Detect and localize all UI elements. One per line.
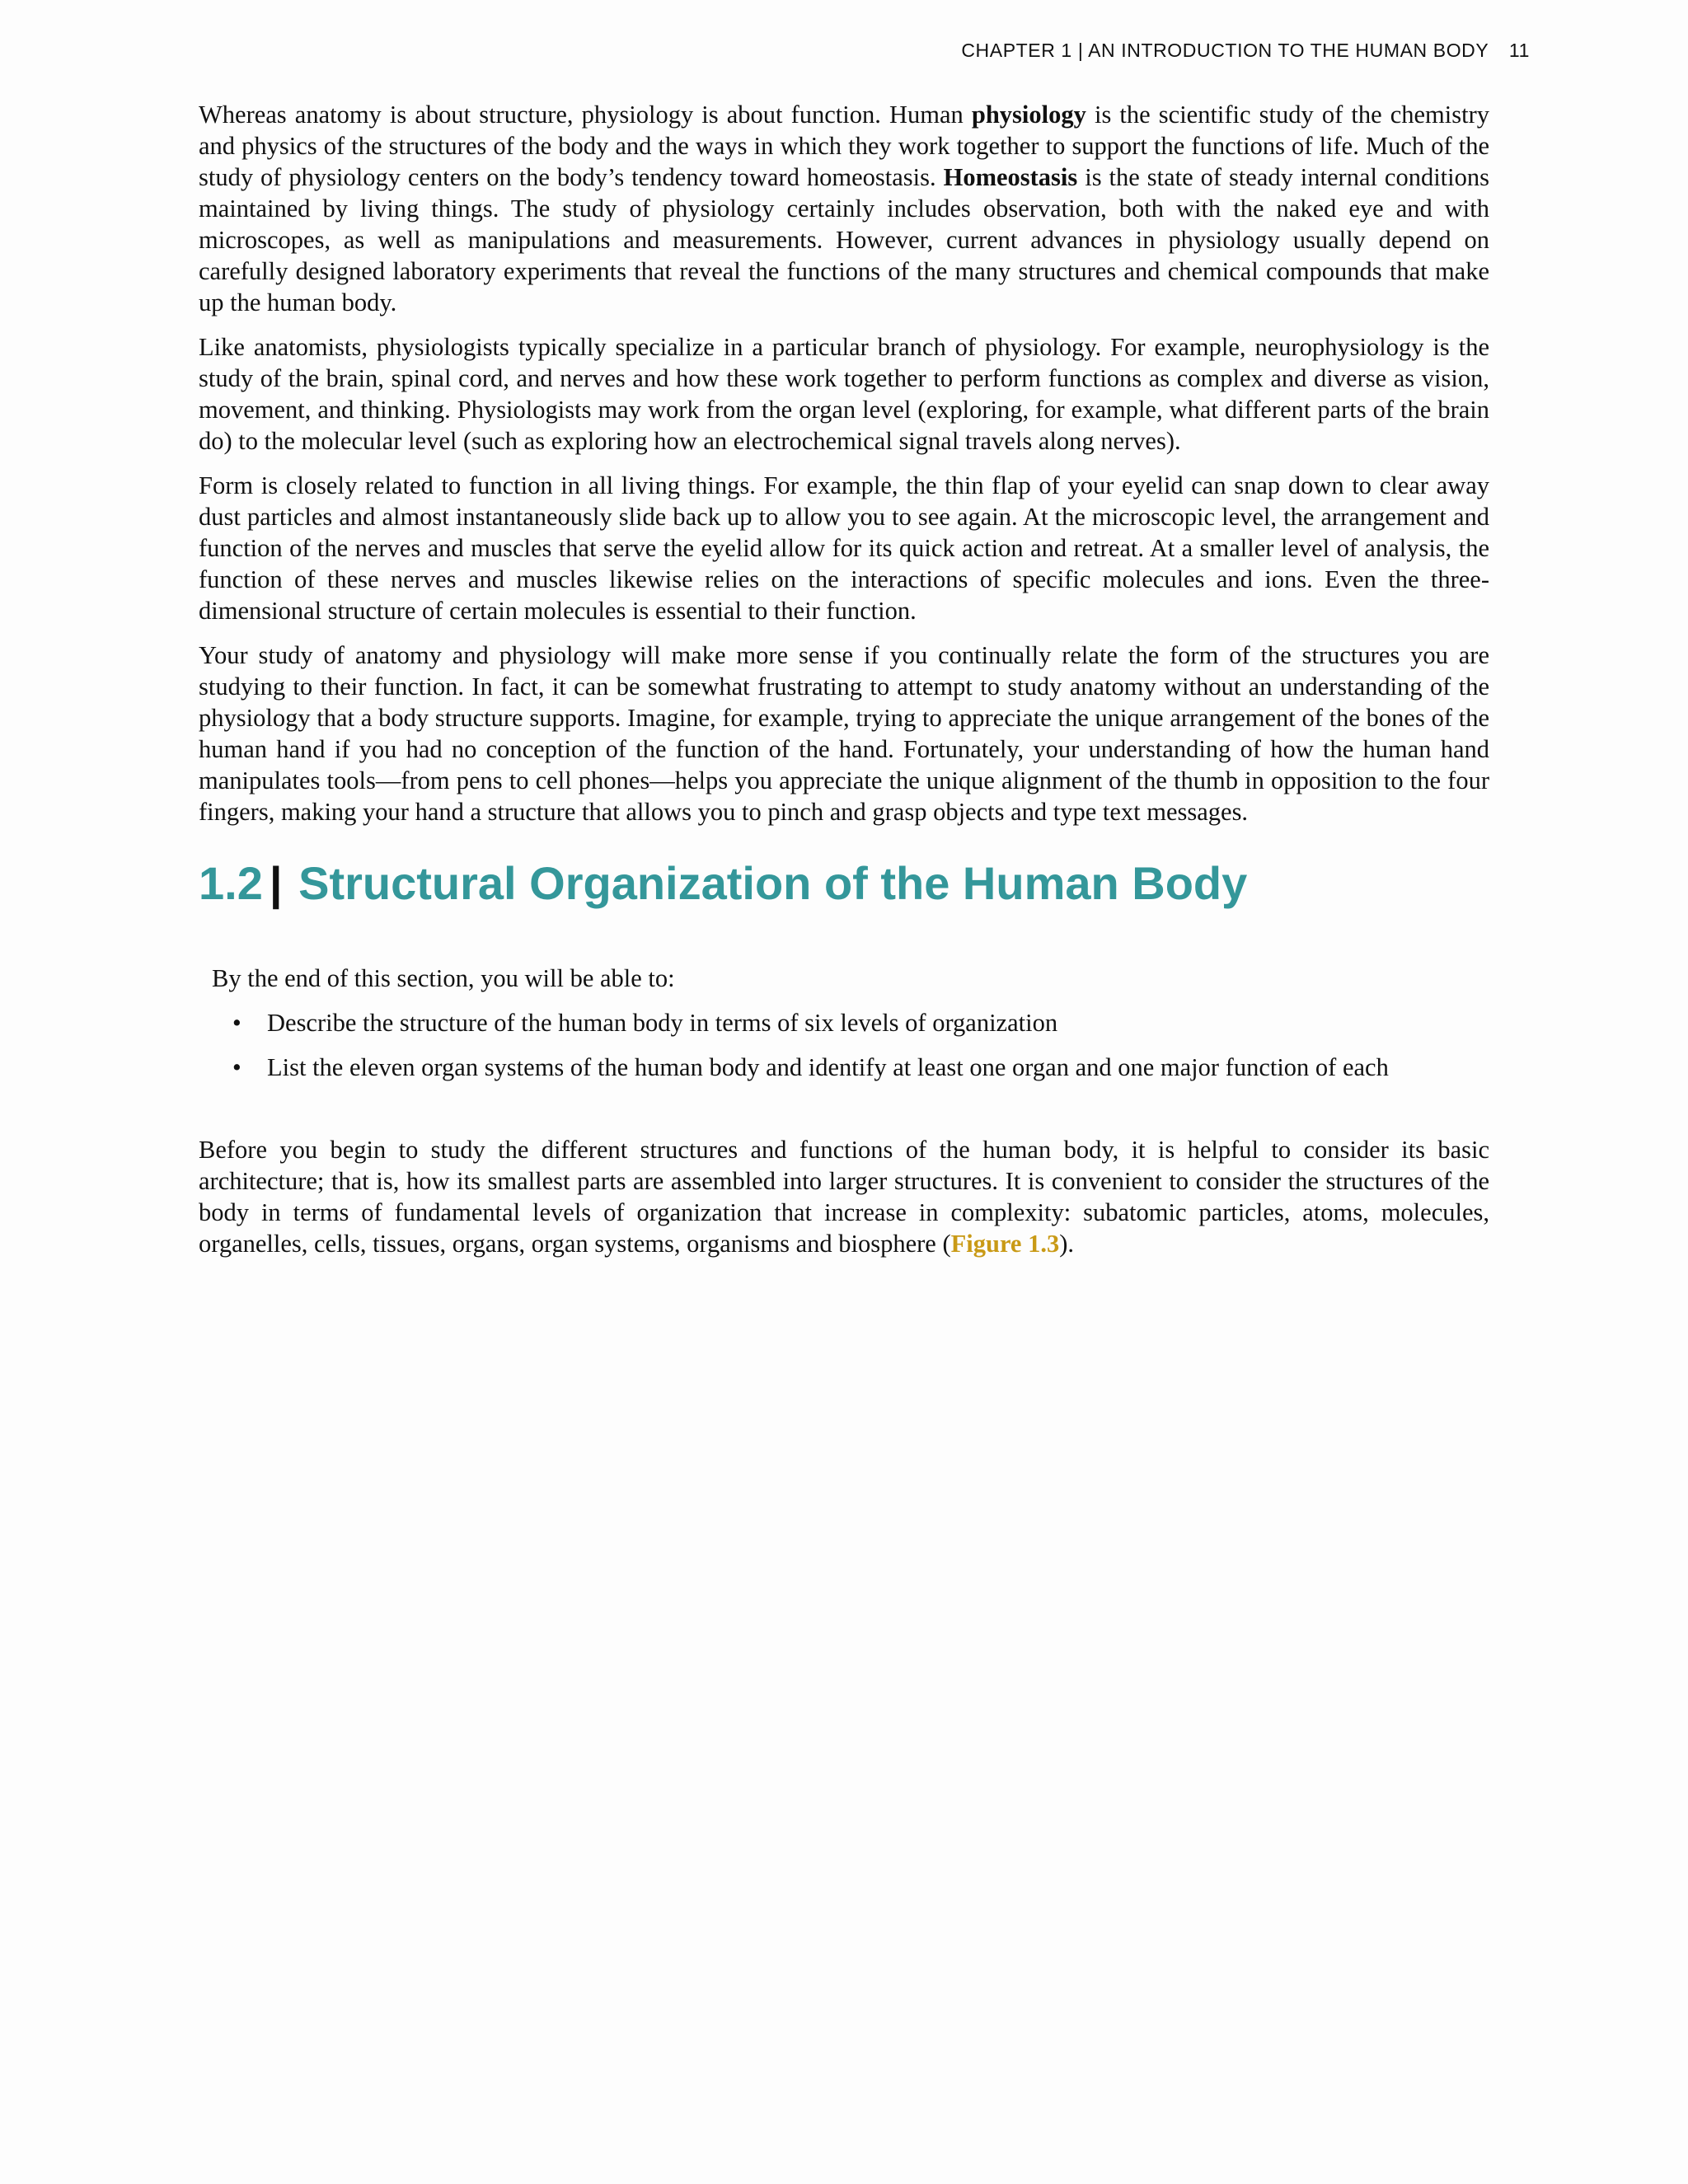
bullet-icon: • [232,1009,241,1037]
text-run: ). [1059,1230,1075,1258]
objective-text: List the eleven organ systems of the human body and identify at least one organ and one major function of each [267,1053,1389,1081]
paragraph-physiologists: Like anatomists, physiologists typically specialize in a particular branch of physiology. For example, neurophysiology is the study of the brain, spinal cord, and nerves and how these work together to perform functions as complex and diverse as vision, movement, and thinking. Physiologists may work from the organ level (exploring, for example, what different parts of the brain do) to the molecular level (such as exploring how an electrochemical signal travels along nerves). [199,333,1489,455]
bullet-icon: • [232,1053,241,1081]
text-run: Whereas anatomy is about structure, physiology is about function. Human [199,101,972,129]
objective-item [212,1052,1489,1083]
chapter-title: CHAPTER 1 | AN INTRODUCTION TO THE HUMAN BODY [961,40,1489,61]
objectives-list [212,1007,1489,1083]
paragraph-form-function: Form is closely related to function in all living things. For example, the thin flap of your eyelid can snap down to clear away dust particles and almost instantaneously slide back up to allow you to see again. At the microscopic level, the arrangement and function of the nerves and muscles that serve the eyelid allow for its quick action and retreat. At a smaller level of analysis, the function of these nerves and muscles likewise relies on the interactions of specific molecules and ions. Even the three-dimensional structure of certain molecules is essential to their function. [199,471,1489,625]
term-homeostasis: Homeostasis [943,163,1078,191]
page-number: 11 [1508,40,1530,61]
paragraph-physiology [199,99,1489,318]
paragraph-study-advice: Your study of anatomy and physiology will make more sense if you continually relate the form of the structures you are studying to their function. In fact, it can be somewhat frustrating to attempt to study anatomy without an understanding of the physiology that a body structure supports. Imagine, for example, trying to appreciate the unique arrangement of the bones of the human hand if you had no conception of the function of the hand. Fortunately, your understanding of how the human hand manipulates tools—from pens to cell phones—helps you appreciate the unique alignment of the thumb in opposition to the four fingers, making your hand a structure that allows you to pinch and grasp objects and type text messages. [199,641,1489,826]
paragraph-levels-of-organization [199,1134,1489,1259]
objectives-intro: By the end of this section, you will be able to: [212,964,675,992]
page-body [199,99,1489,1272]
objective-item [212,1007,1489,1038]
text-run: is the scientific study of the chemistry and physics of the structures of the body and the ways in which they work together to support the functions of life. Much of the study of physiology centers on the body’s tendency toward homeostasis. [199,101,1490,191]
term-physiology: physiology [971,101,1086,129]
learning-objectives [199,963,1489,1083]
figure-link[interactable]: Figure 1.3 [950,1230,1060,1258]
section-heading [199,857,1489,910]
section-number: 1.2 [199,857,263,909]
objective-text: Describe the structure of the human body in terms of six levels of organization [267,1009,1058,1037]
running-header [961,40,1530,62]
section-title: Structural Organization of the Human Body [298,857,1248,909]
text-run: Before you begin to study the different structures and functions of the human body, it is helpful to consider its basic architecture; that is, how its smallest parts are assembled into larger structures. It is convenient to consider the structures of the body in terms of fundamental levels of organization that increase in complexity: subatomic particles, atoms, molecules, organelles, cells, tissues, organs, organ systems, organisms and biosphere ( [199,1136,1489,1258]
text-run: is the state of steady internal conditions maintained by living things. The study of physiology certainly includes observation, both with the naked eye and with microscopes, as well as manipulations and measurements. However, current advances in physiology usually depend on carefully designed laboratory experiments that reveal the functions of the many structures and chemical compounds that make up the human body. [199,163,1489,316]
section-separator: | [269,857,283,909]
